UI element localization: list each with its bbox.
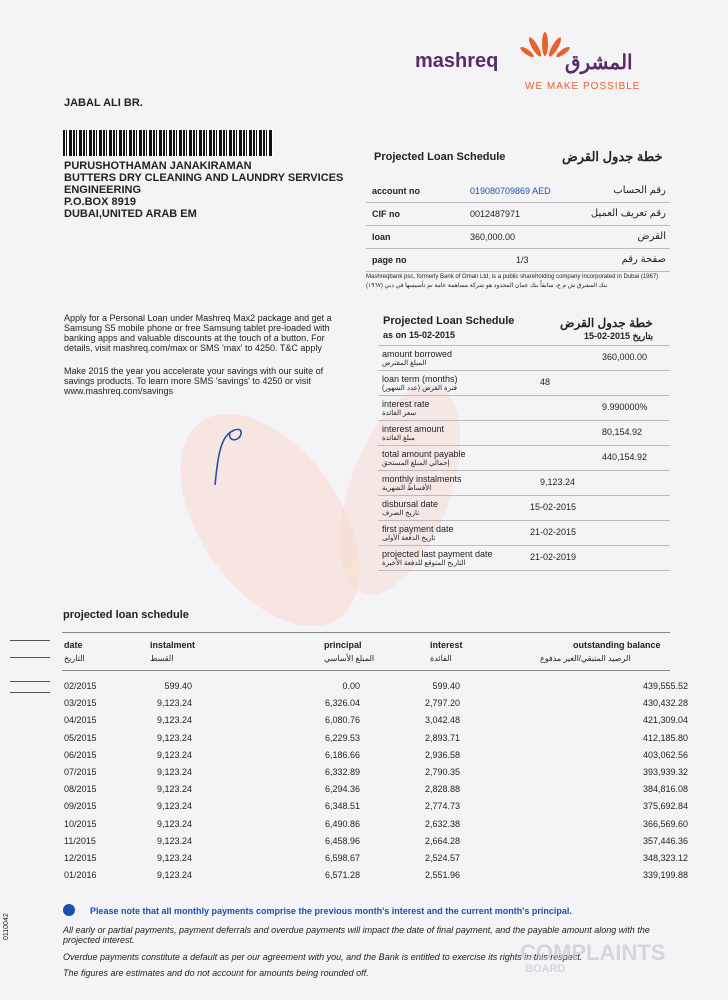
info-label-arabic: صفحة رقم [621,254,666,265]
summary-label: amount borrowed [382,349,453,359]
info-row [366,249,670,272]
cell-balance: 439,555.52 [642,681,688,691]
cell-date: 07/2015 [64,767,97,777]
watermark-sub: BOARD [525,963,566,975]
summary-row [378,521,670,546]
summary-label-arabic: التاريخ المتوقع للدفعة الأخيرة [382,560,466,567]
cell-interest: 2,893.71 [424,732,460,743]
cell-balance: 403,062.56 [642,749,688,760]
column-header-date: date [64,640,83,650]
cell-balance: 339,199.88 [642,870,688,881]
summary-label-arabic: تاريخ الصرف [382,510,420,517]
info-label: account no [372,186,421,196]
summary-row [378,546,670,571]
cell-date: 04/2015 [64,715,97,726]
margin-mark [10,657,50,658]
cell-instalment: 9,123.24 [156,732,192,743]
summary-label: disbursal date [382,499,439,509]
cell-balance: 357,446.36 [642,835,688,846]
address-line: P.O.BOX 8919 [64,196,136,208]
cell-date: 08/2015 [64,784,97,795]
address-line: BUTTERS DRY CLEANING AND LAUNDRY SERVICES ENGINEERING [64,172,344,196]
info-row [366,226,670,249]
info-label: CIF no [372,209,400,219]
cell-date: 10/2015 [64,818,97,829]
summary-value: 9,123.24 [540,477,576,487]
column-header-instalment: instalment [150,640,196,650]
cell-instalment: 599.40 [164,681,192,691]
cell-instalment: 9,123.24 [156,870,192,881]
summary-value: 9.990000% [602,402,648,412]
cell-instalment: 9,123.24 [156,853,192,863]
cell-interest: 2,664.28 [424,835,460,846]
cell-interest: 2,790.35 [424,767,460,777]
info-label-arabic: رقم تعريف العميل [590,208,666,219]
info-label: loan [372,232,391,242]
legal-note-en: Mashreqbank psc, formerly Bank of Oman Ltd, is a public shareholding company incorporated in Dubai (1967) [366,274,659,280]
cell-balance: 430,432.28 [642,698,688,709]
summary-label-arabic: فترة القرض (عدد الشهور) [382,385,457,392]
logo-flower-icon [520,30,570,60]
info-value: 360,000.00 [470,232,516,242]
info-value: 0012487971 [470,209,521,219]
table-row [0,833,728,850]
cell-balance: 348,323.12 [642,853,688,863]
divider [62,632,670,633]
cell-instalment: 9,123.24 [156,698,192,709]
info-row [366,180,670,203]
document-id: 0110042 [3,913,10,940]
cell-interest: 3,042.48 [424,715,460,726]
note-early-payments: All early or partial payments, payment deferrals and overdue payments will impact the date of final payment, and the payable amount along with the projected interest. [63,925,650,945]
tagline: WE MAKE POSSIBLE [525,81,641,92]
summary-label-arabic: إجمالي المبلغ المستحق [382,460,450,467]
summary-value: 21-02-2019 [530,552,577,562]
summary-label-arabic: الأقساط الشهرية [382,485,432,492]
summary-label: projected last payment date [382,549,493,559]
summary-label-arabic: مبلغ الفائدة [382,435,415,442]
cell-principal: 6,080.76 [324,715,360,726]
column-header-interest: interest [430,640,463,650]
note-estimates: The figures are estimates and do not account for amounts being rounded off. [63,968,369,978]
cell-balance: 375,692.84 [642,801,688,812]
column-header-date-arabic: التاريخ [64,654,85,663]
cell-principal: 6,332.89 [324,767,360,777]
cell-date: 09/2015 [64,801,97,812]
cell-principal: 6,326.04 [324,698,360,709]
summary-as-on: as on 15-02-2015 [383,330,456,340]
table-row [0,781,728,798]
cell-interest: 2,774.73 [424,801,460,812]
cell-balance: 393,939.32 [642,767,688,777]
summary-label: interest rate [382,399,430,409]
cell-balance: 421,309.04 [642,715,688,726]
cell-principal: 6,571.28 [324,870,360,881]
summary-value: 15-02-2015 [530,502,577,512]
cell-instalment: 9,123.24 [156,715,192,726]
cell-instalment: 9,123.24 [156,767,192,777]
summary-row [378,421,670,446]
summary-row [378,496,670,521]
table-row [0,867,728,884]
cell-date: 05/2015 [64,732,97,743]
cell-interest: 2,524.57 [424,853,460,863]
table-row [0,764,728,781]
bank-legal-note [366,273,670,291]
cell-date: 01/2016 [64,870,97,881]
table-row [0,747,728,764]
summary-value: 21-02-2015 [530,527,577,537]
cell-date: 06/2015 [64,749,97,760]
divider [62,670,670,671]
schedule-header-arabic: خطة جدول القرض [562,149,663,164]
cell-principal: 6,458.96 [324,835,360,846]
branch-name: JABAL ALI BR. [64,97,143,109]
table-row [0,816,728,833]
summary-label: monthly instalments [382,474,462,484]
summary-title: Projected Loan Schedule [383,315,515,327]
cell-date: 11/2015 [64,835,96,846]
column-header-interest-arabic: الفائدة [430,654,452,663]
summary-label: total amount payable [382,449,466,459]
address-block [64,160,354,220]
column-header-principal: principal [324,640,362,650]
cell-instalment: 9,123.24 [156,749,192,760]
cell-interest: 599.40 [432,681,460,691]
logo-text-arabic: المشرق [565,52,633,74]
summary-value: 80,154.92 [602,427,643,437]
column-header-instalment-arabic: القسط [150,654,174,663]
cell-interest: 2,551.96 [424,870,460,881]
cell-principal: 6,598.67 [324,853,360,863]
cell-balance: 366,569.60 [642,818,688,829]
address-line: DUBAI,UNITED ARAB EM [64,208,197,220]
cell-instalment: 9,123.24 [156,801,192,812]
table-row [0,678,728,695]
summary-row [378,446,670,471]
cell-principal: 6,186.66 [324,749,360,760]
note-overdue: Overdue payments constitute a default as per our agreement with you, and the Bank is entitled to exercise its rights in this respect. [63,952,583,962]
cell-date: 12/2015 [64,853,97,863]
cell-balance: 412,185.80 [642,732,688,743]
summary-label: loan term (months) [382,374,458,384]
account-info-table [366,180,670,272]
table-row [0,850,728,867]
cell-principal: 6,229.53 [324,732,360,743]
barcode [63,130,273,156]
info-label-arabic: القرض [637,231,666,242]
cell-balance: 384,816.08 [642,784,688,795]
cell-principal: 6,348.51 [324,801,360,812]
summary-value: 440,154.92 [602,452,648,462]
info-icon [63,904,75,916]
info-value: 1/3 [516,255,529,265]
summary-label: first payment date [382,524,454,534]
summary-row [378,345,670,371]
cell-interest: 2,828.88 [424,784,460,795]
info-value: 019080709869 AED [470,186,551,196]
cell-principal: 6,490.86 [324,818,360,829]
summary-label-arabic: تاريخ الدفعة الأولى [382,535,436,542]
info-label-arabic: رقم الحساب [613,185,666,196]
margin-mark [10,640,50,641]
table-row [0,695,728,712]
loan-summary-table [378,345,670,571]
summary-value: 48 [540,377,551,387]
promo-personal-loan: Apply for a Personal Loan under Mashreq Max2 package and get a Samsung S5 mobile phone or free Samsung tablet pre-loaded with banking apps and valuable discounts at the touch of a button. For details, visit mashreq.com/max or SMS 'max' to 4250. T&C apply [64,313,332,353]
cell-principal: 6,294.36 [324,784,360,795]
cell-date: 02/2015 [64,681,97,691]
logo-text: mashreq [415,50,499,72]
cell-instalment: 9,123.24 [156,784,192,795]
column-header-principal-arabic: المبلغ الأساسي [324,654,375,663]
cell-instalment: 9,123.24 [156,835,192,846]
summary-label-arabic: سعر الفائدة [382,410,417,417]
summary-label: interest amount [382,424,445,434]
table-row [0,798,728,815]
column-header-balance-arabic: الرصيد المتبقي/الغير مدفوع [540,654,631,663]
column-header-balance: outstanding balance [573,640,661,650]
note-payment-composition: Please note that all monthly payments comprise the previous month's interest and the current month's principal. [90,906,572,916]
table-row [0,730,728,747]
summary-row [378,371,670,396]
info-label: page no [372,255,407,265]
summary-value: 360,000.00 [602,352,648,362]
address-line: PURUSHOTHAMAN JANAKIRAMAN [64,160,252,172]
schedule-header: Projected Loan Schedule [374,151,506,163]
summary-row [378,471,670,496]
cell-instalment: 9,123.24 [156,818,192,829]
schedule-title: projected loan schedule [63,609,189,621]
handwritten-mark [205,420,255,490]
cell-principal: 0.00 [342,681,360,691]
info-row [366,203,670,226]
promo-savings: Make 2015 the year you accelerate your savings with our suite of savings products. To learn more SMS 'savings' to 4250 or visit www.mashreq.com/savings [64,366,324,396]
cell-interest: 2,936.58 [424,749,460,760]
summary-date-arabic: 15-02-2015 بتاريخ [584,331,654,341]
cell-date: 03/2015 [64,698,97,709]
summary-title-arabic: خطة جدول القرض [560,316,653,330]
summary-row [378,396,670,421]
watermark: COMPLAINTS [520,940,666,965]
legal-note-ar: بنك المشرق ش م ع، سابقاً بنك عمان المحدود هو شركة مساهمة عامة تم تأسيسها في دبي (١٩٦٧) [366,283,608,289]
cell-interest: 2,797.20 [424,698,460,709]
summary-label-arabic: المبلغ المقترض [382,360,427,367]
table-row [0,712,728,729]
cell-interest: 2,632.38 [424,818,460,829]
